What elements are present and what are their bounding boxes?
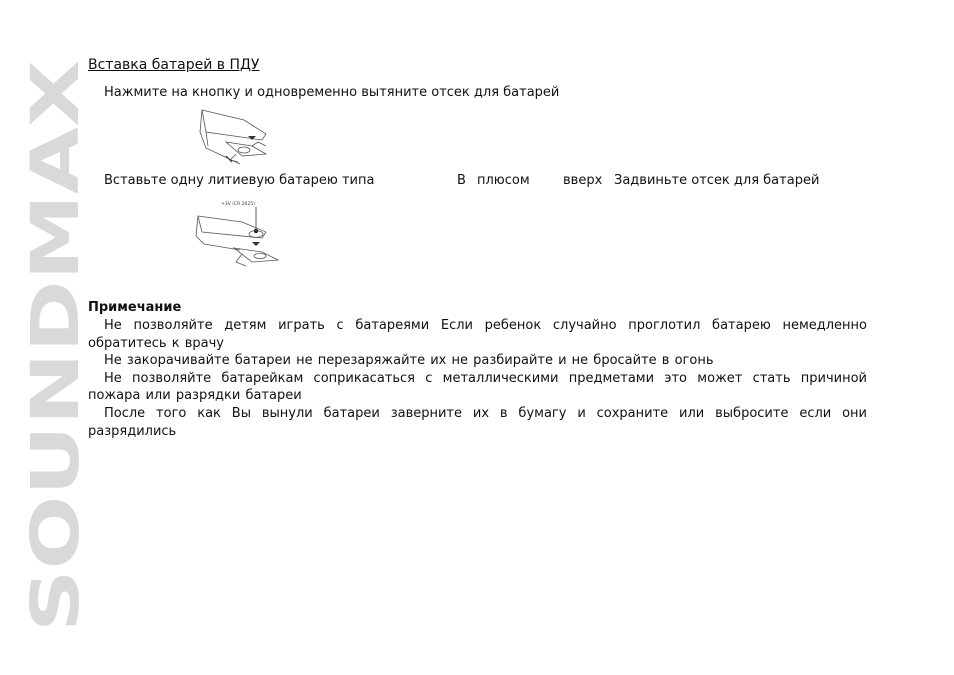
note-item: Не позволяйте батарейкам соприкасаться с металлическими предметами это может стать причиной пожара или разрядки батареи: [88, 370, 867, 404]
note-item: Не позволяйте детям играть с батареями Если ребенок случайно проглотил батарею немедленно обратитесь к врачу: [88, 318, 867, 351]
step-1-text: Нажмите на кнопку и одновременно вытяните отсек для батарей: [104, 85, 560, 100]
figure-remote-tray-open: [196, 106, 274, 168]
brand-logo-text: SOUNDMAX: [17, 197, 94, 632]
step-2-part-2: В: [457, 173, 466, 188]
note-item: После того как Вы вынули батареи заверните их в бумагу и сохраните или выбросите если они разрядились: [88, 405, 867, 439]
step-2-part-3: плюсом: [477, 173, 530, 188]
brand-logo: [17, 60, 94, 634]
figure-2-label: +3V (CR 2025): [221, 202, 255, 207]
step-2-part-1: Вставьте одну литиевую батарею типа: [104, 173, 375, 188]
note-list: [88, 317, 867, 440]
step-2-part-5: Задвиньте отсек для батарей: [614, 173, 820, 188]
step-2-part-4: вверх: [563, 173, 603, 188]
note-item: Не закорачивайте батареи не перезаряжайте их не разбирайте и не бросайте в огонь: [104, 353, 714, 369]
note-heading: Примечание: [88, 300, 182, 315]
figure-battery-insert: [192, 196, 284, 270]
section-title: Вставка батарей в ПДУ: [88, 57, 260, 73]
